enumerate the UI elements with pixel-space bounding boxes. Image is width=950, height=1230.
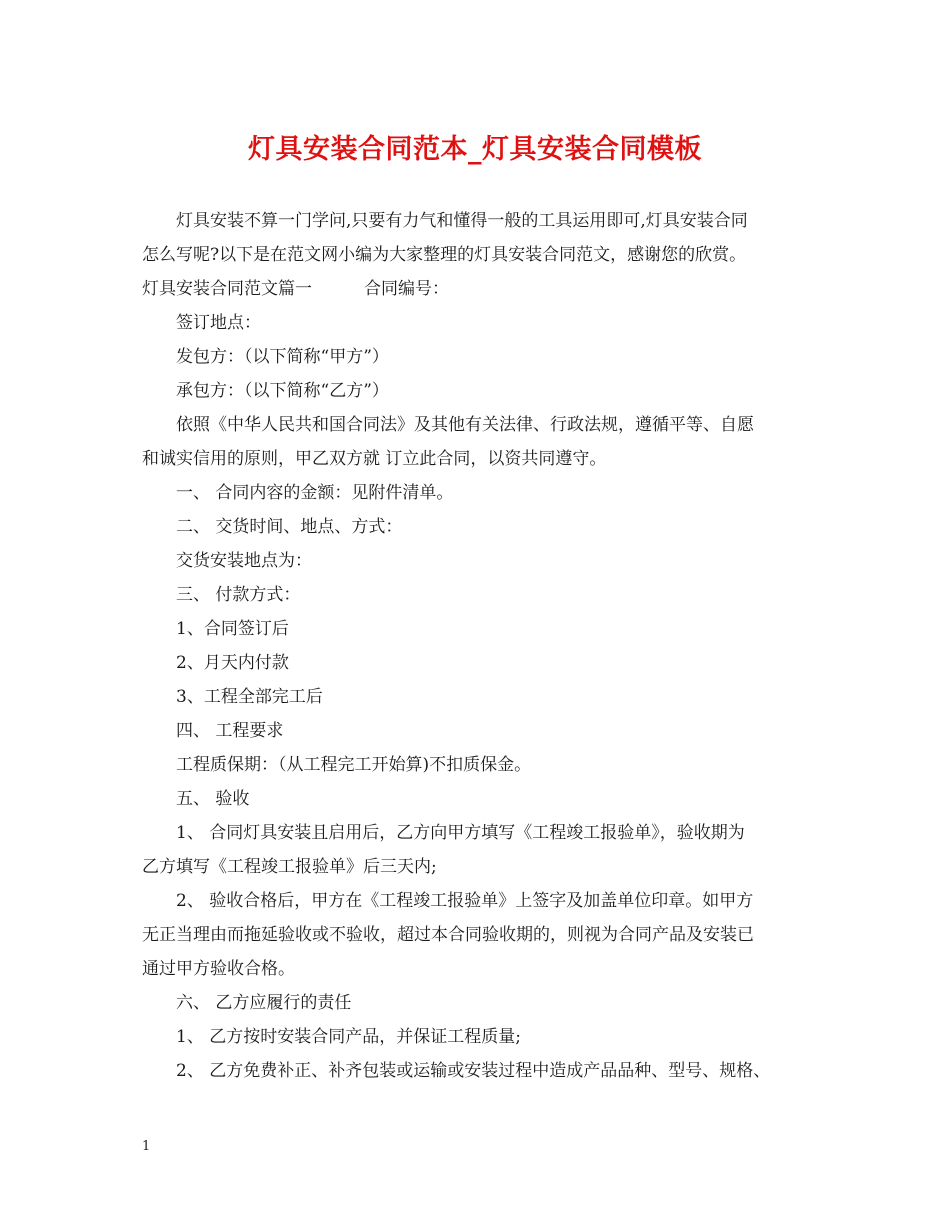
paragraph-line: 2、 乙方免费补正、补齐包装或运输或安装过程中造成产品品种、型号、规格、 (176, 1061, 771, 1081)
paragraph-line: 2、月天内付款 (176, 653, 289, 673)
paragraph-line: 工程质保期：（从工程完工开始算)不扣质保金。 (176, 755, 532, 775)
paragraph-line: 签订地点： (176, 313, 261, 333)
paragraph-line: 发包方：（以下简称“甲方”） (176, 347, 389, 367)
paragraph-line: 一、 合同内容的金额：见附件清单。 (176, 483, 454, 503)
paragraph-line: 乙方填写《工程竣工报验单》后三天内; (142, 857, 437, 877)
paragraph-line: 三、 付款方式： (176, 585, 301, 605)
paragraph-line: 依照《中华人民共和国合同法》及其他有关法律、行政法规，遵循平等、自愿 (176, 415, 754, 435)
paragraph-line: 3、工程全部完工后 (176, 687, 323, 707)
document-title: 灯具安装合同范本_灯具安装合同模板 (248, 134, 702, 165)
paragraph-line: 承包方：（以下简称“乙方”） (176, 381, 389, 401)
section-heading: 灯具安装合同范文篇一 (142, 279, 312, 299)
paragraph-line: 二、 交货时间、地点、方式： (176, 517, 403, 537)
paragraph-line: 怎么写呢?以下是在范文网小编为大家整理的灯具安装合同范文，感谢您的欣赏。 (142, 245, 747, 265)
contract-number-label: 合同编号： (364, 279, 449, 299)
paragraph-line: 四、 工程要求 (176, 721, 284, 741)
paragraph-line: 无正当理由而拖延验收或不验收，超过本合同验收期的，则视为合同产品及安装已 (142, 925, 754, 945)
paragraph-line: 1、 合同灯具安装且启用后，乙方向甲方填写《工程竣工报验单》，验收期为 (176, 823, 745, 843)
paragraph-line: 1、合同签订后 (176, 619, 289, 639)
page-number: 1 (142, 1139, 151, 1154)
paragraph-line: 通过甲方验收合格。 (142, 959, 295, 979)
paragraph-line: 1、 乙方按时安装合同产品，并保证工程质量; (176, 1027, 521, 1047)
paragraph-line: 2、 验收合格后，甲方在《工程竣工报验单》上签字及加盖单位印章。如甲方 (176, 891, 754, 911)
paragraph-line: 灯具安装不算一门学问,只要有力气和懂得一般的工具运用即可,灯具安装合同 (176, 211, 748, 231)
paragraph-line: 和诚实信用的原则，甲乙双方就 订立此合同，以资共同遵守。 (142, 449, 607, 469)
paragraph-line: 交货安装地点为： (176, 551, 312, 571)
paragraph-line (142, 272, 814, 306)
paragraph-line: 五、 验收 (176, 789, 250, 809)
paragraph-line: 六、 乙方应履行的责任 (176, 993, 352, 1013)
document-body (142, 204, 814, 1088)
